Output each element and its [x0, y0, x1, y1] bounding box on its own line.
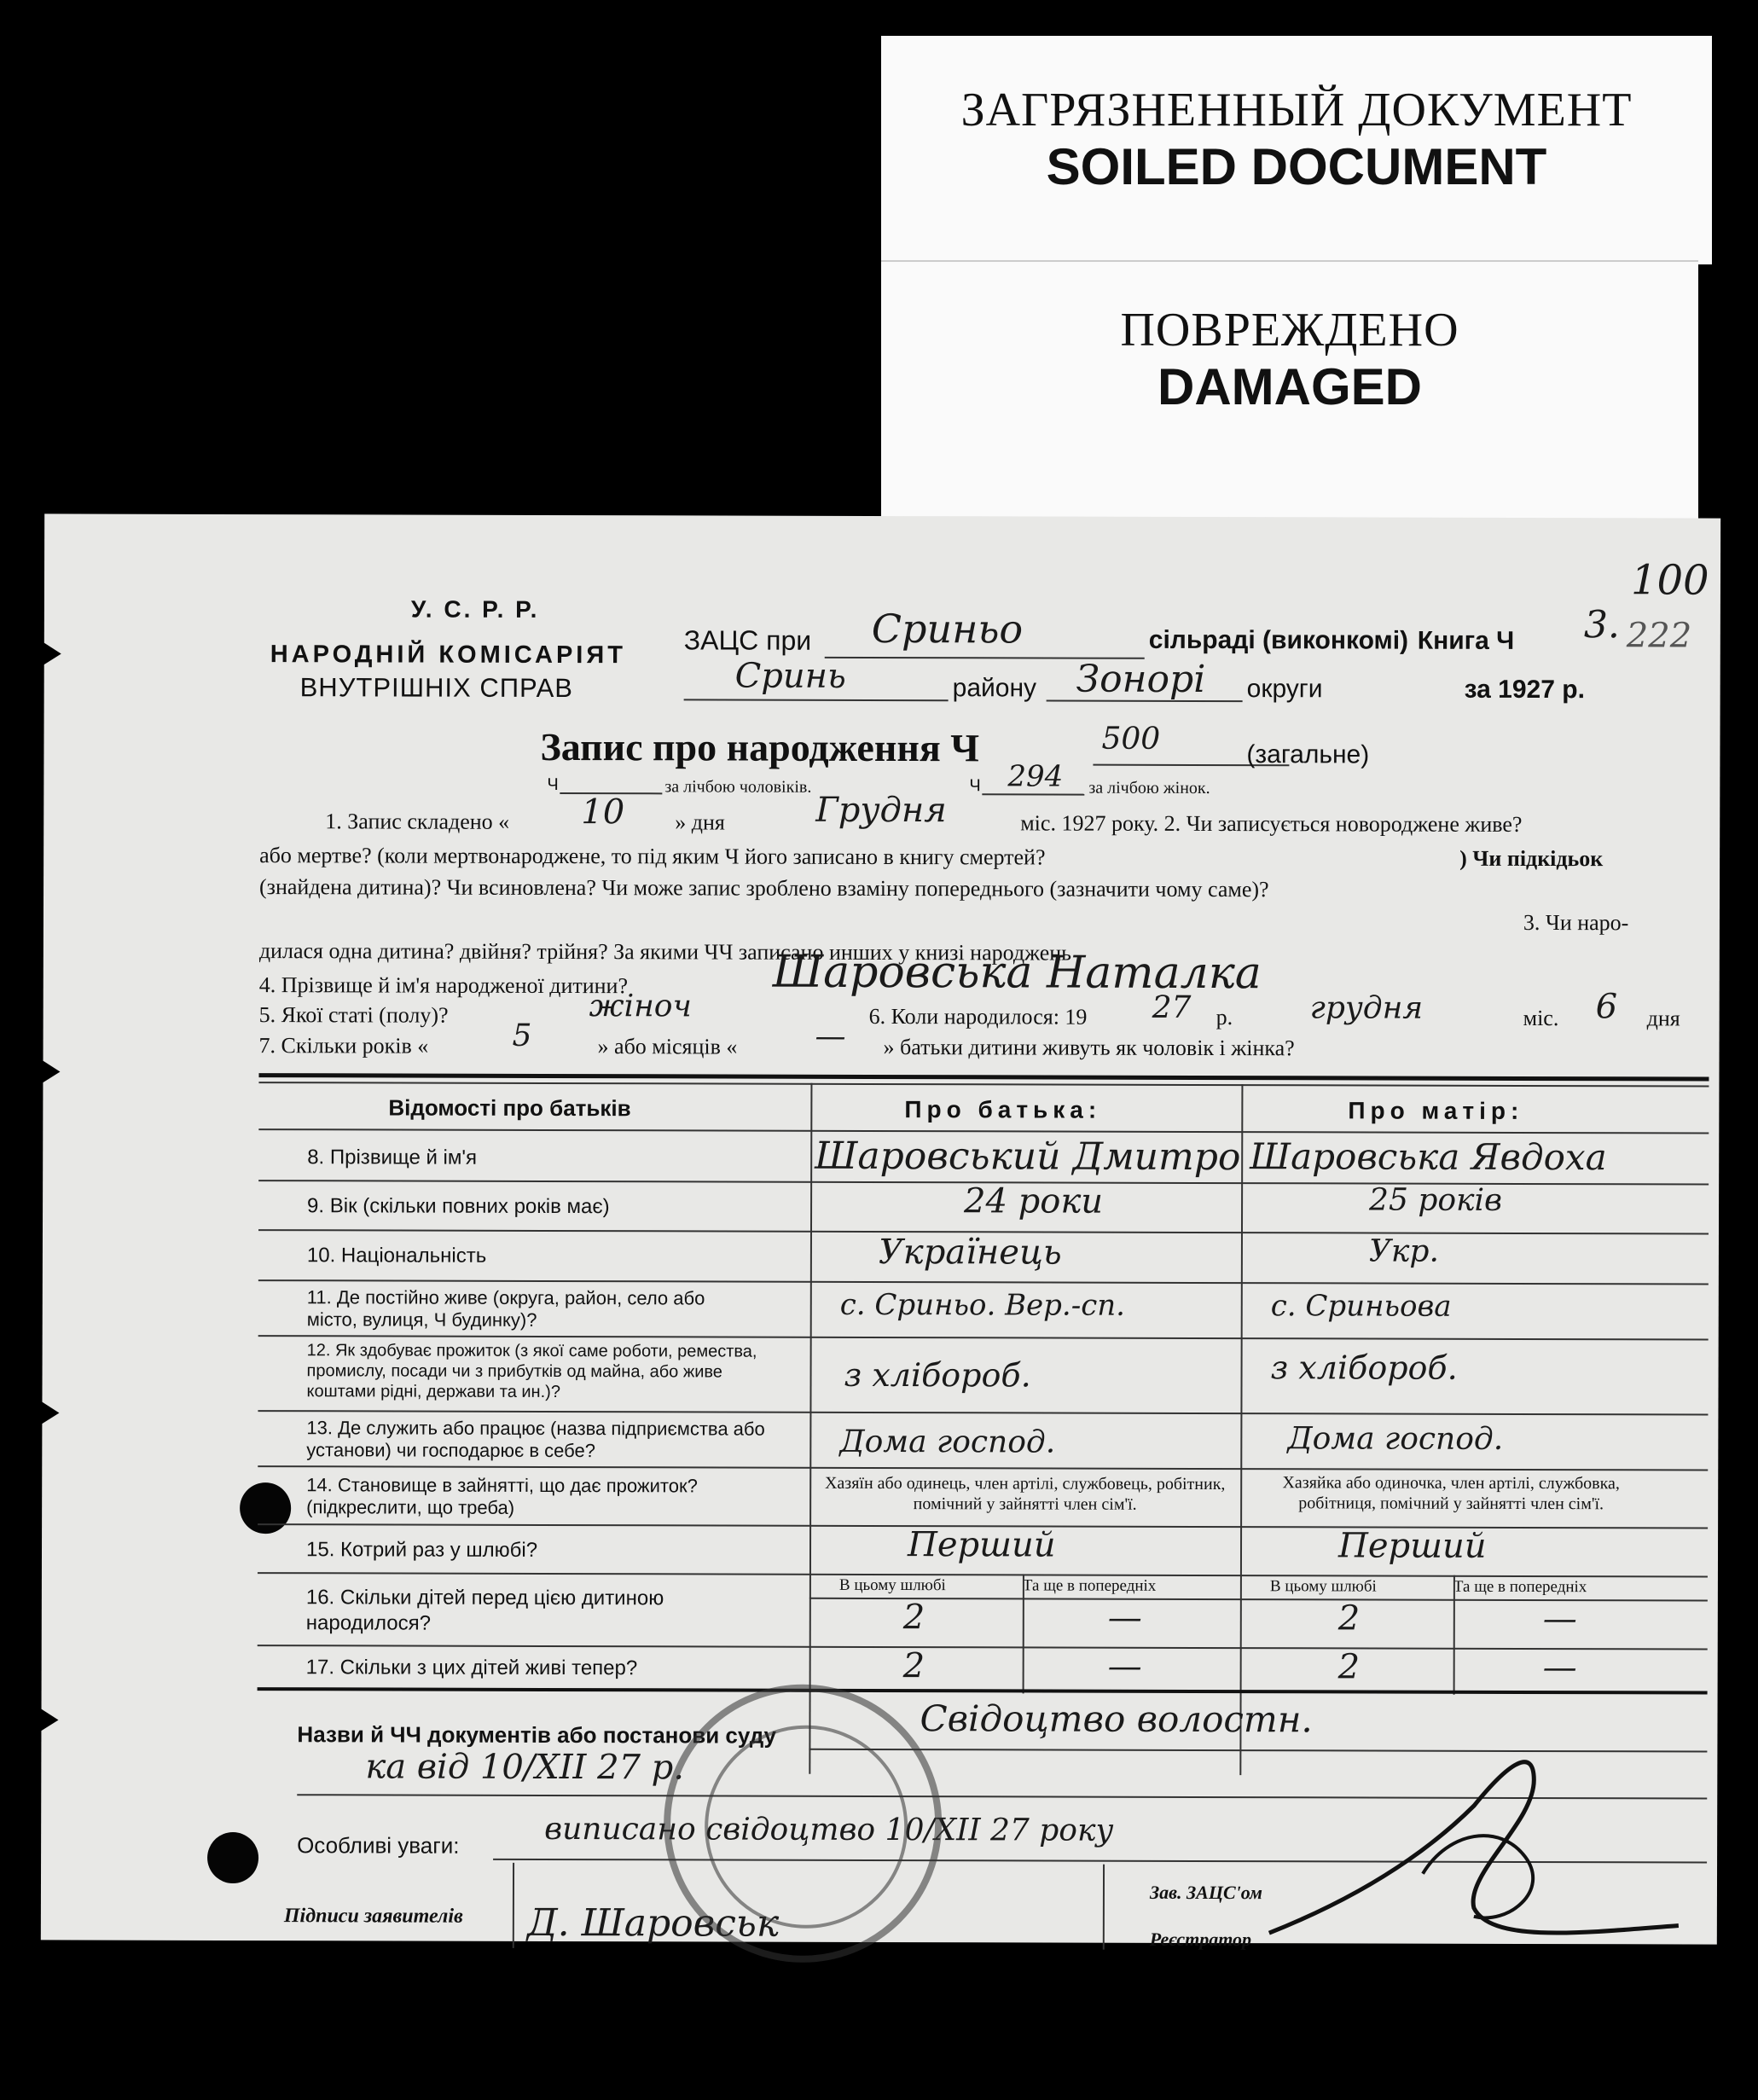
female-label: за лічбою жінок.: [1088, 778, 1210, 798]
notes-value: виписано свідоцтво 10/XII 27 року: [544, 1811, 1114, 1848]
rayon-label: району: [952, 674, 1037, 703]
q3-line: дилася одна дитина? двійня? трійня? За якими ЧЧ записано инших у книзі народжень: [258, 938, 1072, 966]
male-prefix: Ч: [547, 774, 559, 795]
damaged-label-en: DAMAGED: [1157, 358, 1422, 415]
row-rule: [258, 1128, 1709, 1134]
q7-years: 5: [512, 1018, 532, 1053]
q16-father-prev: —: [1107, 1598, 1142, 1638]
mother-nationality: Укр.: [1368, 1233, 1440, 1269]
q5-label: 5. Якої статі (полу)?: [258, 1002, 449, 1028]
head-label: Зав. ЗАЦС'ом: [1149, 1881, 1263, 1904]
row-label: 12. Як здобуває прожиток (з якої саме роботи, ремества, промислу, посади чи з прибутків од майна, або живе коштами рідні, держави та ин.)?: [306, 1341, 757, 1402]
book-label: Книга Ч: [1417, 626, 1515, 655]
q7-months: —: [815, 1018, 846, 1054]
edge-notch: [40, 1401, 59, 1424]
child-name: Шаровська Наталка: [772, 946, 1262, 1000]
q1-day: 10: [581, 792, 625, 832]
q17-mother-prev: —: [1542, 1648, 1577, 1688]
year-label: за 1927 р.: [1464, 675, 1585, 705]
damaged-label: [881, 260, 1698, 526]
underline: [982, 793, 1084, 795]
soiled-label-en: SOILED DOCUMENT: [1046, 138, 1547, 195]
commissariat-line1: НАРОДНІЙ КОМІСАРІЯТ: [270, 641, 626, 670]
okruha-value: Зонорі: [1076, 657, 1206, 701]
father-nationality: Українець: [878, 1232, 1062, 1273]
punch-hole: [240, 1482, 291, 1534]
soiled-document-label: [881, 36, 1712, 264]
edge-notch: [41, 1059, 60, 1083]
row-label: 9. Вік (скільки повних років має): [307, 1194, 610, 1219]
birth-day: 6: [1595, 987, 1618, 1027]
underline: [1047, 700, 1243, 703]
father-employment-status: Хазяїн або одинець, член артілі, службовець, робітник, помічний у зайнятті член сім'ї.: [824, 1473, 1226, 1514]
damaged-label-ru: ПОВРЕЖДЕНО: [1120, 304, 1459, 357]
okruha-label: округи: [1246, 675, 1323, 704]
row-rule: [258, 1572, 1708, 1577]
row-label: 15. Котрий раз у шлюбі?: [305, 1538, 538, 1562]
edge-notch: [43, 641, 61, 665]
sub-header-prev: Та ще в попередніх: [1022, 1576, 1157, 1595]
q17-father-this: 2: [902, 1646, 925, 1686]
male-label: за лічбою чоловіків.: [664, 777, 812, 797]
q6-r: р.: [1216, 1005, 1233, 1030]
child-sex: жіноч: [589, 989, 692, 1024]
soiled-label-ru: ЗАГРЯЗНЕННЫЙ ДОКУМЕНТ: [960, 84, 1633, 136]
row-label: 14. Становище в зайнятті, що дає прожиток? (підкреслити, що треба): [306, 1474, 698, 1518]
row-label: 13. Де служить або працює (назва підприємства або установи) чи господарює в себе?: [306, 1417, 765, 1462]
republic-title: У. С. Р. Р.: [410, 595, 540, 623]
q2-line-b: ) Чи підкідьок: [1459, 845, 1604, 872]
sub-header-prev: Та ще в попередніх: [1453, 1577, 1587, 1597]
col-header-father: Про батька:: [904, 1096, 1102, 1123]
row-rule: [258, 1279, 1709, 1285]
table-top-rule-2: [258, 1082, 1709, 1087]
q17-mother-this: 2: [1337, 1647, 1361, 1687]
q1-month: Грудня: [815, 790, 947, 831]
row-label: 10. Національність: [306, 1244, 487, 1268]
registrar-signature: [1252, 1728, 1697, 1951]
sub-header-this: В цьому шлюбі: [838, 1575, 946, 1595]
mother-livelihood: з хлібороб.: [1270, 1349, 1458, 1387]
zags-label: ЗАЦС при: [683, 624, 812, 656]
father-residence: с. Сриньо. Вер.-сп.: [839, 1287, 1126, 1323]
sub-divider: [1023, 1574, 1024, 1693]
sign-label: Підписи заявителів: [283, 1905, 463, 1928]
applicant-signature: Д. Шаровськ: [526, 1900, 780, 1946]
underline: [684, 699, 949, 701]
q6-dnya: дня: [1646, 1006, 1680, 1031]
q2-line3: (знайдена дитина)? Чи всиновлена? Чи може запис зроблено взаміну попереднього (зазначити чому саме)?: [259, 874, 1269, 902]
q17-label: 17. Скільки з цих дітей живі тепер?: [305, 1656, 638, 1680]
q6-label: 6. Коли народилося: 19: [868, 1003, 1088, 1030]
registrar-label: Реєстратор: [1149, 1928, 1252, 1951]
q16-label: 16. Скільки дітей перед цією дитиною народилося?: [305, 1586, 664, 1635]
sub-divider: [1453, 1575, 1455, 1695]
q16-mother-this: 2: [1337, 1598, 1361, 1639]
birth-month: грудня: [1309, 990, 1424, 1026]
table-bottom-rule: [258, 1687, 1708, 1694]
mother-employment-status: Хазяйка або одиночка, член артілі, службовка, робітниця, помічний у зайнятті член сім'ї.: [1282, 1473, 1620, 1514]
q16-father-this: 2: [902, 1598, 925, 1638]
mother-age: 25 років: [1369, 1182, 1503, 1218]
q17-father-prev: —: [1107, 1646, 1142, 1686]
q7-label-c: » батьки дитини живуть як чоловік і жінка?: [883, 1035, 1295, 1061]
record-general: (загальне): [1246, 740, 1370, 769]
q3-label: 3. Чи наро-: [1523, 909, 1629, 936]
q7-label-b: » або місяців «: [597, 1034, 738, 1059]
mother-residence: с. Сриньова: [1270, 1289, 1452, 1324]
docs-value-2: ка від 10/XII 27 р.: [365, 1747, 685, 1788]
col-divider: [809, 1083, 812, 1774]
record-title: Запис про народження Ч: [540, 724, 980, 770]
q1-label-c: міс. 1927 року. 2. Чи записується новороджене живе?: [1020, 810, 1523, 837]
page-number: 100: [1630, 556, 1709, 605]
q1-label-b: » дня: [675, 809, 725, 835]
sign-divider: [513, 1863, 514, 1948]
female-value: 294: [1007, 759, 1064, 794]
book-extra: 222: [1626, 616, 1692, 656]
col-divider: [1239, 1084, 1243, 1775]
notes-label: Особливі уваги:: [297, 1832, 460, 1859]
row-rule: [258, 1465, 1708, 1471]
q6-mis: міс.: [1523, 1005, 1559, 1031]
record-number: 500: [1101, 721, 1161, 757]
table-top-rule: [258, 1073, 1709, 1081]
book-value: 3.: [1583, 603, 1620, 647]
sub-header-this: В цьому шлюбі: [1269, 1577, 1377, 1596]
father-workplace: Дома господ.: [839, 1424, 1056, 1460]
row-rule: [258, 1410, 1708, 1415]
mother-marriage-count: Перший: [1337, 1526, 1487, 1566]
q7-label-a: 7. Скільки років «: [258, 1033, 429, 1059]
female-prefix: Ч: [969, 776, 981, 796]
commissariat-line2: ВНУТРІШНІХ СПРАВ: [299, 672, 574, 704]
birth-record-form: [41, 513, 1720, 1951]
zags-value: Сриньо: [871, 605, 1024, 653]
sign-divider: [1103, 1865, 1105, 1950]
punch-hole: [207, 1832, 258, 1883]
rayon-value: Сринь: [734, 656, 846, 696]
docs-label: Назви й ЧЧ документів або постанови суду: [297, 1721, 777, 1749]
mother-workplace: Дома господ.: [1287, 1421, 1504, 1457]
father-name: Шаровський Дмитро: [815, 1134, 1241, 1180]
col-header-info: Відомості про батьків: [388, 1094, 631, 1122]
mother-name: Шаровська Явдоха: [1250, 1135, 1607, 1179]
edge-notch: [39, 1708, 58, 1732]
col-header-mother: Про матір:: [1348, 1097, 1524, 1124]
row-rule: [258, 1335, 1709, 1340]
q2-line: або мертве? (коли мертвонароджене, то під яким Ч його записано в книгу смертей?: [259, 843, 1046, 870]
birth-year: 27: [1152, 989, 1192, 1025]
father-age: 24 роки: [964, 1181, 1104, 1221]
row-label: 11. Де постійно живе (округа, район, село або місто, вулиця, Ч будинку)?: [306, 1286, 705, 1331]
silradi-label: сільраді (виконкомі): [1148, 625, 1409, 655]
father-livelihood: з хлібороб.: [844, 1355, 1031, 1395]
father-marriage-count: Перший: [907, 1525, 1056, 1565]
q4-label: 4. Прізвище й ім'я народженої дитини?: [258, 972, 629, 999]
q1-label-a: 1. Запис складено «: [325, 809, 510, 834]
q16-mother-prev: —: [1542, 1599, 1577, 1639]
row-rule: [258, 1645, 1708, 1650]
docs-value: Свідоцтво волостн.: [920, 1697, 1313, 1741]
official-stamp: [664, 1684, 943, 1963]
row-label: 8. Прізвище й ім'я: [307, 1146, 478, 1169]
